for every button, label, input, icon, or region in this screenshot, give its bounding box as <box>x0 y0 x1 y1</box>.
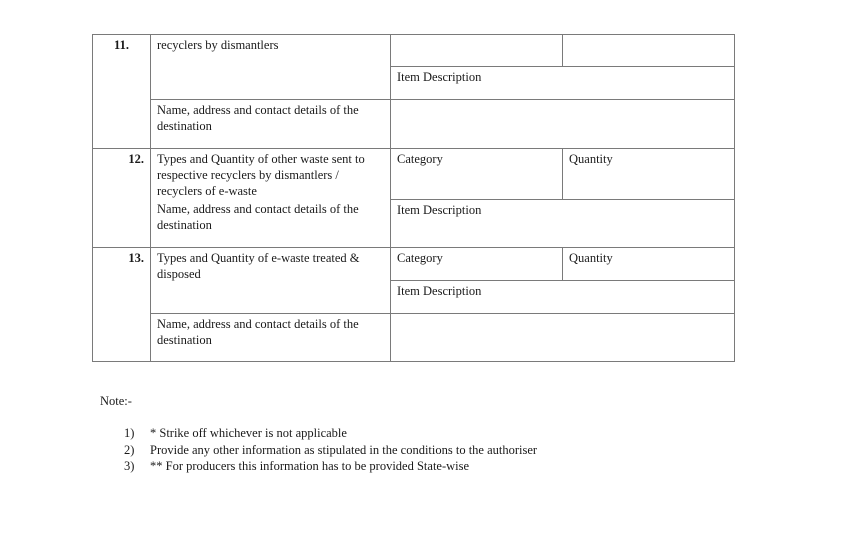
item-description-label: Item Description <box>391 67 735 100</box>
category-label: Category <box>391 247 563 280</box>
list-item <box>124 458 537 475</box>
row-number: 11. <box>93 35 151 149</box>
row-number: 13. <box>93 247 151 361</box>
note-text: ** For producers this information has to be provided State-wise <box>150 459 470 473</box>
row-label: recyclers by dismantlers <box>151 35 391 67</box>
list-item <box>124 425 537 442</box>
table-row <box>93 247 735 280</box>
notes-list <box>124 425 537 475</box>
table-row <box>93 313 735 361</box>
row-number: 12. <box>93 149 151 248</box>
destination-value-cell[interactable] <box>391 100 735 149</box>
destination-value-cell[interactable] <box>391 313 735 361</box>
destination-label: Name, address and contact details of the destination <box>151 199 391 247</box>
empty-cell[interactable] <box>391 35 563 67</box>
waste-details-table <box>92 34 735 362</box>
quantity-label: Quantity <box>563 247 735 280</box>
row-label: Types and Quantity of other waste sent to respective recyclers by dismantlers / recyclers of e-waste <box>151 149 391 200</box>
note-title: Note:- <box>100 394 132 408</box>
empty-cell[interactable] <box>563 35 735 67</box>
item-description-label: Item Description <box>391 280 735 313</box>
item-description-label: Item Description <box>391 199 735 247</box>
note-number: 1) <box>124 426 135 440</box>
table-row <box>93 67 735 100</box>
table-row <box>93 149 735 200</box>
note-number: 2) <box>124 442 135 457</box>
row-label: Types and Quantity of e-waste treated & disposed <box>151 247 391 313</box>
quantity-label: Quantity <box>563 149 735 200</box>
list-item <box>124 442 537 459</box>
table-row <box>93 100 735 149</box>
table-row <box>93 199 735 247</box>
destination-label: Name, address and contact details of the destination <box>151 313 391 361</box>
note-text: Provide any other information as stipulated in the conditions to the authoriser <box>150 442 538 457</box>
table-row <box>93 35 735 67</box>
empty-cell <box>151 67 391 100</box>
note-number: 3) <box>124 459 135 473</box>
destination-label: Name, address and contact details of the destination <box>151 100 391 149</box>
category-label: Category <box>391 149 563 200</box>
note-text: * Strike off whichever is not applicable <box>150 426 347 440</box>
